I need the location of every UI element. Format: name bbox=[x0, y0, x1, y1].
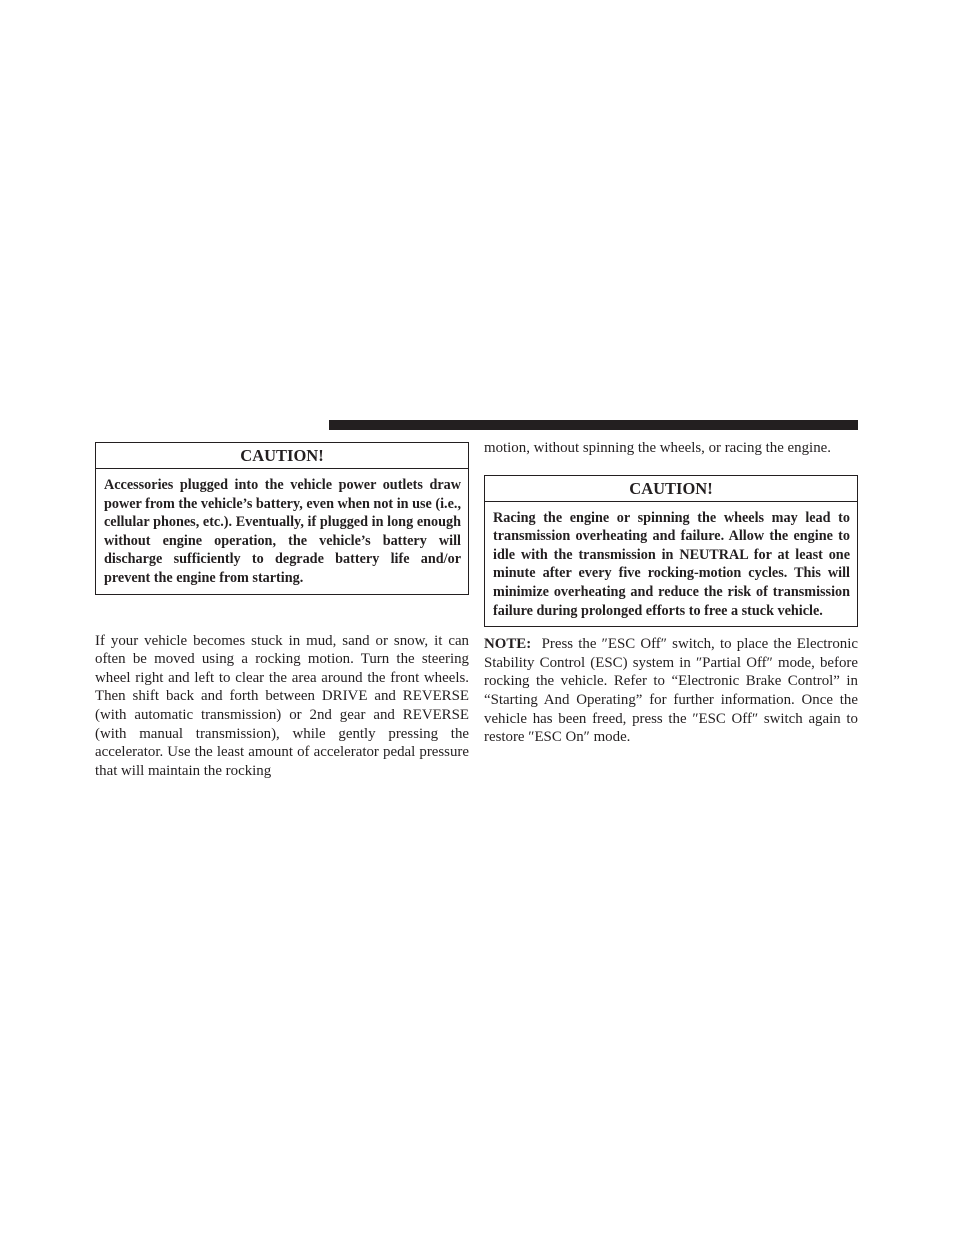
caution-box-power-outlets bbox=[95, 442, 469, 595]
note-text: Press the ″ESC Off″ switch, to place the Electronic Stability Control (ESC) system in ″Partial Off″ mode, before rocking the vehicle. Refer to “Electronic Brake Control” in “Starting And Operating” for further information. Once the vehicle has been freed, press the ″ESC Off″ switch again to restore ″ESC On″ mode. bbox=[484, 636, 858, 746]
right-column bbox=[484, 439, 858, 747]
caution-text: Racing the engine or spinning the wheels may lead to transmission overheating and failure. Allow the engine to idle with the transmission in NEUTRAL for at least one minute after every five rocking-motion cycles. This will minimize overheating and reduce the risk of transmission failure during prolonged efforts to free a stuck vehicle. bbox=[493, 509, 850, 619]
caution-text: Accessories plugged into the vehicle power outlets draw power from the vehicle’s battery, even when not in use (i.e., cellular phones, etc.). Eventually, if plugged in long enough without engine operation, the vehicle’s battery will discharge sufficiently to degrade battery life and/or prevent the engine from starting. bbox=[104, 477, 461, 586]
caution-heading: CAUTION! bbox=[485, 476, 857, 502]
rocking-paragraph-continued: motion, without spinning the wheels, or racing the engine. bbox=[484, 440, 831, 456]
caution-heading: CAUTION! bbox=[96, 443, 468, 469]
note-label: NOTE: bbox=[484, 636, 532, 653]
section-header-rule bbox=[329, 420, 858, 430]
note-paragraph bbox=[484, 635, 858, 747]
left-column bbox=[95, 442, 469, 780]
rocking-paragraph: If your vehicle becomes stuck in mud, sand or snow, it can often be moved using a rocking motion. Turn the steering wheel right and left to clear the area around the front wheels. Then shift back and forth between DRIVE and REVERSE (with automatic transmission) or 2nd gear and REVERSE (with manual transmission), while gently pressing the accelerator. Use the least amount of accelerator pedal pressure that will maintain the rocking bbox=[95, 632, 469, 779]
caution-box-racing-engine bbox=[484, 475, 858, 628]
